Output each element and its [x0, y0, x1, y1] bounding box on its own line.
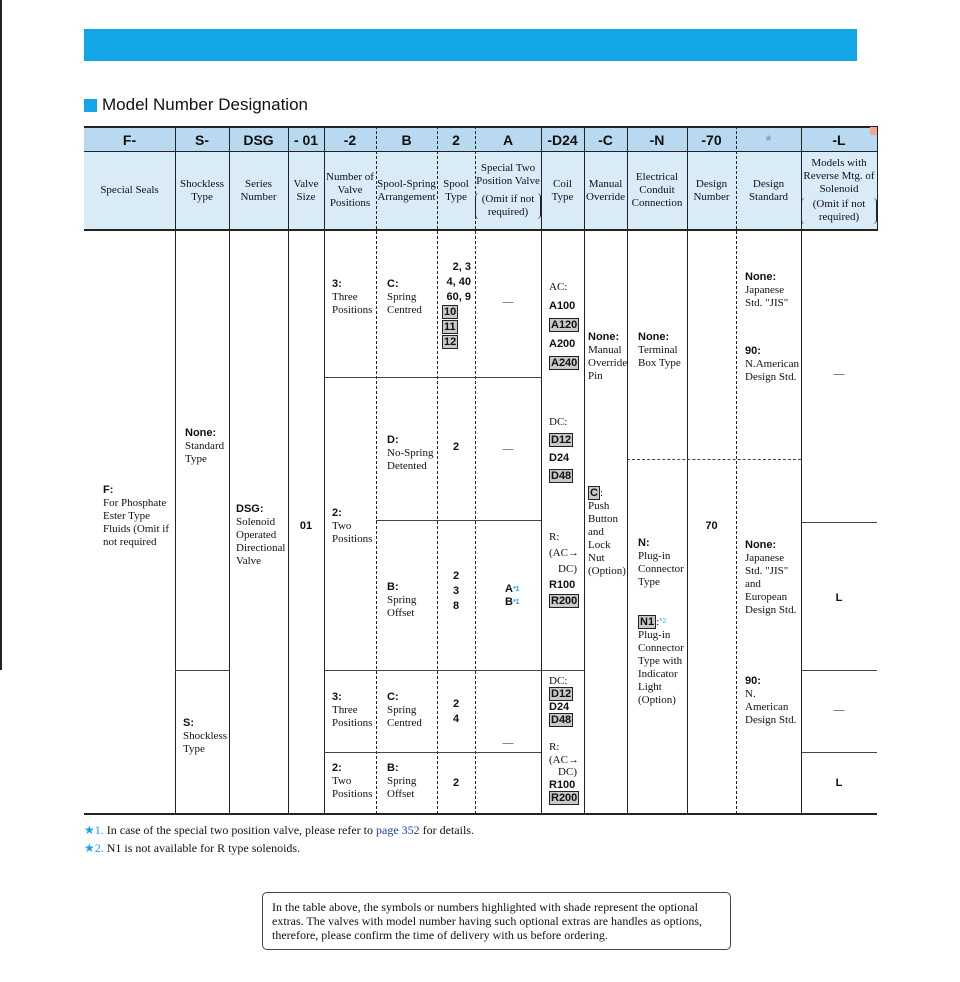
- hdr-code-special: A: [475, 126, 541, 152]
- pos-two-cell: 2: Two Positions: [332, 507, 373, 545]
- option-coil-d48: D48: [551, 470, 572, 482]
- footnote-1: ★1. In case of the special two position valve, please refer to page 352 for details.: [84, 823, 474, 837]
- reverse-dash-1: —: [833, 368, 845, 380]
- hdr-code-spool-spring: B: [376, 126, 437, 152]
- hdr-desc-special: Special Two Position Valve (Omit if not required): [475, 152, 541, 231]
- design-number-cell: 70: [705, 520, 718, 532]
- hdr-code-reverse: -L: [801, 126, 877, 152]
- hdr-code-seals: F-: [84, 126, 175, 152]
- hdr-code-override: -C: [584, 126, 627, 152]
- hdr-desc-series: Series Number: [229, 152, 288, 231]
- hdr-code-design-std: *: [736, 126, 801, 152]
- valve-size-cell: 01: [299, 520, 313, 532]
- reverse-dash-2: —: [833, 704, 845, 716]
- option-coil-d12-2: D12: [551, 688, 572, 700]
- hdr-desc-design-number: Design Number: [687, 152, 736, 231]
- spring-centred-cell: C: Spring Centred: [387, 278, 422, 316]
- special-dash-1: —: [502, 296, 514, 308]
- hdr-desc-conduit: Electrical Conduit Connection: [627, 152, 687, 231]
- top-banner-bar: [84, 29, 857, 61]
- hdr-desc-design-std: Design Standard: [736, 152, 801, 231]
- reverse-l-2: L: [835, 777, 843, 789]
- spring-offset-cell: B: Spring Offset: [387, 581, 417, 619]
- info-box: In the table above, the symbols or numbers highlighted with shade represent the optional extras. The valves with model number having such optional extras are handles as options, therefore, please confirm the time of delivery with us before ordering.: [262, 892, 731, 950]
- special-ab-cell: $A^{*1}$ $B^{*1}$: [505, 583, 520, 608]
- coil-dc-cell-2: DC: D12 D24 D48: [549, 675, 572, 726]
- spool-b-cell: 2 3 8: [452, 570, 460, 612]
- hdr-desc-spool-type: Spool Type: [437, 152, 475, 231]
- footnote-2: ★2. N1 is not available for R type solenoids.: [84, 841, 301, 855]
- hdr-desc-size: Valve Size: [288, 152, 324, 231]
- conduit-none-cell: None: Terminal Box Type: [638, 331, 681, 369]
- option-spool-11: 11: [444, 321, 456, 333]
- hdr-desc-shockless: Shockless Type: [175, 152, 229, 231]
- hdr-code-series: DSG: [229, 126, 288, 152]
- spring-offset-cell-2: B: Spring Offset: [387, 762, 417, 800]
- override-c-cell: C : Push Button and Lock Nut (Option): [588, 487, 626, 577]
- square-bullet-icon: [84, 99, 97, 112]
- option-coil-d48-2: D48: [551, 714, 572, 726]
- hdr-code-size: - 01: [288, 126, 324, 152]
- page-352-link[interactable]: page 352: [376, 823, 420, 837]
- option-override-c: C: [590, 487, 598, 499]
- hdr-code-coil: -D24: [541, 126, 584, 152]
- hdr-code-design-number: -70: [687, 126, 736, 152]
- special-dash-2: —: [502, 443, 514, 455]
- option-coil-d12: D12: [551, 434, 572, 446]
- page-edge-rule: [0, 0, 2, 670]
- spool-d-cell: 2: [452, 441, 460, 453]
- pos-three-cell: 3: Three Positions: [332, 278, 373, 316]
- hdr-desc-seals: Special Seals: [84, 152, 175, 231]
- option-conduit-n1: N1: [640, 616, 655, 628]
- hdr-desc-reverse: Models with Reverse Mtg. of Solenoid (Omit if not required): [801, 152, 877, 231]
- no-spring-cell: D: No-Spring Detented: [387, 434, 434, 472]
- section-title: Model Number Designation: [84, 94, 308, 116]
- spool-types-cell: 2, 3 4, 40 60, 9 10 11 12: [444, 261, 471, 348]
- series-cell: DSG: Solenoid Operated Directional Valve: [236, 503, 286, 567]
- shockless-s-cell: S: Shockless Type: [183, 717, 227, 755]
- option-coil-a240: A240: [551, 357, 578, 369]
- option-coil-r200: R200: [551, 595, 578, 607]
- override-none-cell: None: Manual Override Pin: [588, 331, 628, 382]
- star-icon: ★2.: [84, 841, 104, 855]
- std2-90-cell: 90: N. American Design Std.: [745, 675, 797, 726]
- std1-90-cell: 90: N.American Design Std.: [745, 345, 800, 383]
- pos-three-cell-2: 3: Three Positions: [332, 691, 373, 729]
- spring-centred-cell-2: C: Spring Centred: [387, 691, 422, 729]
- hdr-code-positions: -2: [324, 126, 376, 152]
- coil-r-cell-2: R: (AC→ DC) R100 R200: [549, 741, 579, 804]
- hdr-desc-spool-spring: Spool-Spring Arrangement: [376, 152, 437, 231]
- spool-sc-b-cell: 2: [452, 777, 460, 789]
- pos-two-cell-2: 2: Two Positions: [332, 762, 373, 800]
- std1-none-cell: None: Japanese Std. "JIS": [745, 271, 789, 309]
- coil-r-cell: R: (AC→ DC) R100 R200: [549, 531, 579, 607]
- spool-sc-c-cell: 2 4: [452, 698, 460, 725]
- conduit-n-cell: N: Plug-in Connector Type: [638, 537, 684, 588]
- hdr-code-conduit: -N: [627, 126, 687, 152]
- coil-ac-cell: AC: A100 A120 A200 A240: [549, 281, 578, 369]
- reverse-l-1: L: [835, 592, 843, 604]
- hdr-desc-positions: Number of Valve Positions: [324, 152, 376, 231]
- conduit-n1-cell: N1 :$^{*2}$ Plug-in Connector Type with Indicator Light (Option): [638, 616, 684, 706]
- hdr-desc-override: Manual Override: [584, 152, 627, 231]
- star-icon: ★1.: [84, 823, 104, 837]
- seals-cell: F: For Phosphate Ester Type Fluids (Omit if not required: [103, 484, 170, 548]
- shockless-none-cell: None: Standard Type: [185, 427, 225, 465]
- option-spool-12: 12: [444, 336, 457, 348]
- std2-none-cell: None: Japanese Std. "JIS" and European Design Std.: [745, 539, 797, 616]
- hdr-code-spool-type: 2: [437, 126, 475, 152]
- hdr-desc-coil: Coil Type: [541, 152, 584, 231]
- special-dash-3: —: [502, 737, 514, 749]
- hdr-code-shockless: S-: [175, 126, 229, 152]
- option-coil-a120: A120: [551, 319, 578, 331]
- option-spool-10: 10: [444, 306, 457, 318]
- coil-dc-cell: DC: D12 D24 D48: [549, 416, 572, 482]
- option-coil-r200-2: R200: [551, 792, 578, 804]
